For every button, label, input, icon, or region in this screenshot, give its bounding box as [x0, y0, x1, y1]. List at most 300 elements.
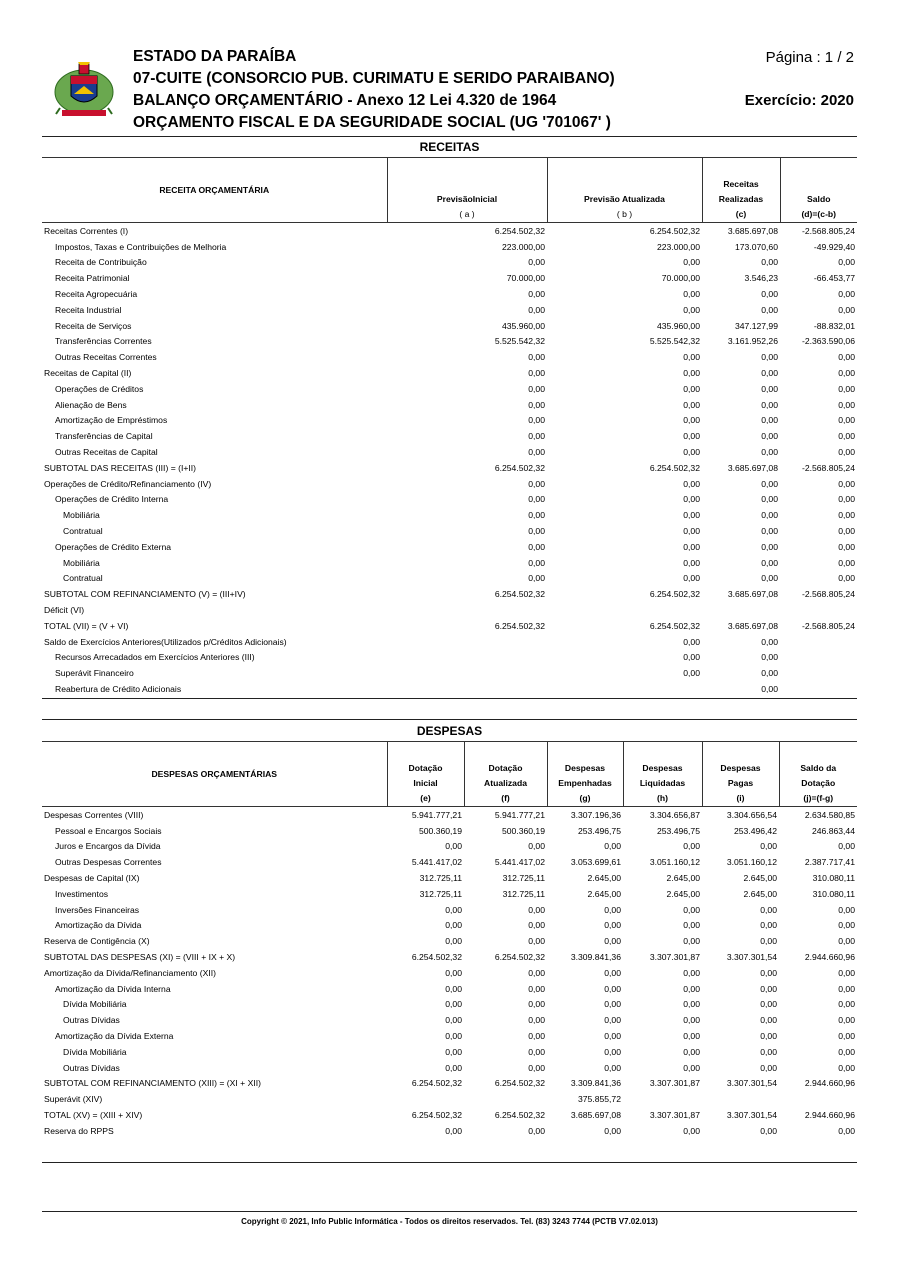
despesa-cell-e: 0,00 — [445, 936, 462, 947]
despesa-cell-i: 0,00 — [760, 967, 777, 978]
report-header — [0, 0, 900, 140]
despesa-cell-i: 2.645,00 — [743, 873, 777, 884]
despesa-cell-g: 0,00 — [604, 841, 621, 852]
receita-row-label: TOTAL (VII) = (V + VI) — [44, 620, 129, 631]
receita-cell-a: 0,00 — [528, 447, 545, 458]
receita-cell-c: 3.685.697,08 — [727, 225, 778, 236]
page-number: Página : 1 / 2 — [765, 49, 854, 66]
receita-row — [42, 255, 857, 271]
receita-cell-d: -88.832,01 — [813, 320, 855, 331]
receita-row-label: Operações de Créditos — [55, 383, 144, 394]
despesa-cell-e: 0,00 — [445, 983, 462, 994]
receita-row — [42, 555, 857, 571]
despesa-cell-f: 0,00 — [528, 841, 545, 852]
receita-cell-a: 6.254.502,32 — [494, 589, 545, 600]
receitas-col-d: Saldo (d)=(c-b) — [780, 158, 857, 223]
receita-row-label: Saldo de Exercícios Anteriores(Utilizados p/Créditos Adicionais) — [44, 636, 287, 647]
despesa-cell-f: 0,00 — [528, 967, 545, 978]
despesa-row — [42, 949, 857, 965]
despesa-row-label: Outras Despesas Correntes — [55, 857, 162, 868]
despesa-cell-j: 310.080,11 — [812, 873, 855, 884]
despesa-cell-f: 0,00 — [528, 1015, 545, 1026]
receita-cell-a: 0,00 — [528, 431, 545, 442]
receita-cell-d — [780, 665, 857, 681]
receita-cell-d — [780, 602, 857, 618]
despesa-cell-e: 6.254.502,32 — [411, 952, 462, 963]
receita-cell-a: 0,00 — [528, 494, 545, 505]
despesa-cell-h: 0,00 — [683, 967, 700, 978]
despesa-cell-j: 0,00 — [838, 841, 855, 852]
despesa-cell-f: 5.441.417,02 — [494, 857, 545, 868]
receita-cell-d: -2.568.805,24 — [801, 589, 855, 600]
despesa-cell-h: 253.496,75 — [656, 825, 700, 836]
despesa-cell-h: 0,00 — [683, 936, 700, 947]
despesa-cell-e: 0,00 — [445, 920, 462, 931]
header-entity: 07-CUITE (CONSORCIO PUB. CURIMATU E SERIDO PARAIBANO) — [133, 70, 615, 87]
receita-cell-c: 0,00 — [761, 573, 778, 584]
despesa-cell-e: 5.441.417,02 — [411, 857, 462, 868]
receita-cell-b: 0,00 — [683, 510, 700, 521]
despesa-cell-g: 2.645,00 — [587, 873, 621, 884]
state-coat-of-arms-icon — [52, 58, 116, 122]
receita-cell-b: 0,00 — [683, 431, 700, 442]
despesa-cell-h: 0,00 — [683, 1125, 700, 1136]
receita-cell-d: 0,00 — [838, 352, 855, 363]
despesa-cell-e: 500.360,19 — [418, 825, 462, 836]
despesa-row-label: Amortização da Dívida Interna — [55, 983, 171, 994]
despesa-cell-i: 0,00 — [760, 983, 777, 994]
receita-cell-c: 3.546,23 — [744, 273, 778, 284]
despesa-row — [42, 870, 857, 886]
receita-cell-c: 0,00 — [761, 541, 778, 552]
despesa-cell-j — [779, 1091, 857, 1107]
despesa-cell-g: 253.496,75 — [577, 825, 621, 836]
receita-row-label: Outras Receitas Correntes — [55, 352, 157, 363]
despesa-cell-i: 3.307.301,54 — [726, 1110, 777, 1121]
receita-cell-d: -2.363.590,06 — [801, 336, 855, 347]
despesa-row-label: Reserva do RPPS — [44, 1125, 114, 1136]
despesas-col-f: Dotação Atualizada (f) — [464, 742, 547, 807]
receita-cell-d: 0,00 — [838, 447, 855, 458]
despesa-cell-g: 0,00 — [604, 920, 621, 931]
despesa-row-label: Inversões Financeiras — [55, 904, 140, 915]
receita-row — [42, 413, 857, 429]
despesa-cell-g: 0,00 — [604, 967, 621, 978]
header-scope: ORÇAMENTO FISCAL E DA SEGURIDADE SOCIAL (UG '701067' ) — [133, 114, 611, 131]
despesa-cell-e — [387, 1091, 464, 1107]
receita-cell-a: 0,00 — [528, 478, 545, 489]
receita-row — [42, 586, 857, 602]
despesa-cell-g: 3.685.697,08 — [570, 1110, 621, 1121]
despesa-cell-i: 0,00 — [760, 920, 777, 931]
despesa-cell-j: 0,00 — [838, 1125, 855, 1136]
receita-row — [42, 302, 857, 318]
despesa-cell-f: 6.254.502,32 — [494, 952, 545, 963]
receita-cell-d: 0,00 — [838, 526, 855, 537]
receita-row-label: Operações de Crédito Interna — [55, 494, 169, 505]
despesa-cell-e: 0,00 — [445, 1046, 462, 1057]
receita-cell-c: 0,00 — [761, 636, 778, 647]
despesa-row-label: Amortização da Dívida — [55, 920, 142, 931]
despesa-row — [42, 1091, 857, 1107]
despesa-row-label: Investimentos — [55, 888, 109, 899]
despesas-table — [42, 741, 857, 1139]
receita-cell-d: 0,00 — [838, 399, 855, 410]
receita-row — [42, 428, 857, 444]
receita-cell-b: 0,00 — [683, 668, 700, 679]
receita-row — [42, 334, 857, 350]
receita-cell-a: 0,00 — [528, 289, 545, 300]
despesa-row-label: SUBTOTAL COM REFINANCIAMENTO (XIII) = (XI + XII) — [44, 1078, 261, 1089]
receita-row — [42, 618, 857, 634]
receita-cell-c: 0,00 — [761, 399, 778, 410]
despesa-cell-g: 0,00 — [604, 1046, 621, 1057]
receita-cell-b: 0,00 — [683, 352, 700, 363]
despesa-cell-f: 0,00 — [528, 936, 545, 947]
receita-row — [42, 650, 857, 666]
despesa-cell-e: 0,00 — [445, 1031, 462, 1042]
receita-cell-b: 435.960,00 — [656, 320, 700, 331]
receita-cell-b: 0,00 — [683, 636, 700, 647]
despesa-cell-e: 0,00 — [445, 1015, 462, 1026]
despesa-cell-i: 0,00 — [760, 999, 777, 1010]
receita-row-label: Receitas Correntes (I) — [44, 225, 129, 236]
despesa-cell-g: 0,00 — [604, 1125, 621, 1136]
receita-row — [42, 318, 857, 334]
despesa-row-label: Dívida Mobiliária — [63, 999, 127, 1010]
receita-row — [42, 523, 857, 539]
receita-row-label: Recursos Arrecadados em Exercícios Anteriores (III) — [55, 652, 255, 663]
receita-cell-d: 0,00 — [838, 478, 855, 489]
despesa-row-label: Amortização da Dívida Externa — [55, 1031, 174, 1042]
receitas-col-a: PrevisãoInicial ( a ) — [387, 158, 547, 223]
receita-cell-b: 0,00 — [683, 541, 700, 552]
receita-cell-a — [387, 681, 547, 697]
receitas-bottom-rule — [42, 698, 857, 699]
despesa-cell-j: 2.387.717,41 — [804, 857, 855, 868]
receita-cell-b: 0,00 — [683, 526, 700, 537]
despesa-cell-j: 0,00 — [838, 1062, 855, 1073]
despesa-cell-i: 3.304.656,54 — [726, 809, 777, 820]
despesa-cell-f — [464, 1091, 547, 1107]
receita-row-label: Mobiliária — [63, 557, 100, 568]
despesa-row — [42, 965, 857, 981]
receita-cell-d: -2.568.805,24 — [801, 225, 855, 236]
despesa-row-label: Superávit (XIV) — [44, 1094, 103, 1105]
receita-cell-c: 0,00 — [761, 652, 778, 663]
receita-row-label: Operações de Crédito Externa — [55, 541, 172, 552]
despesa-cell-i: 0,00 — [760, 936, 777, 947]
despesas-rows — [42, 807, 857, 1139]
despesas-col-label: DESPESAS ORÇAMENTÁRIAS — [42, 742, 387, 807]
despesas-bottom-rule — [42, 1162, 857, 1163]
receita-cell-b: 0,00 — [683, 573, 700, 584]
copyright-footer: Copyright © 2021, Info Public Informática - Todos os direitos reservados. Tel. (83) 3243 7744 (PCTB V7.02.013) — [241, 1217, 658, 1226]
receita-cell-c: 0,00 — [761, 304, 778, 315]
receita-cell-a: 435.960,00 — [501, 320, 545, 331]
despesa-cell-h: 0,00 — [683, 1031, 700, 1042]
header-divider — [42, 136, 857, 137]
despesa-cell-g: 0,00 — [604, 936, 621, 947]
despesa-cell-i: 0,00 — [760, 1031, 777, 1042]
despesa-cell-e: 6.254.502,32 — [411, 1078, 462, 1089]
despesa-cell-h: 3.304.656,87 — [649, 809, 700, 820]
despesa-cell-f: 6.254.502,32 — [494, 1078, 545, 1089]
receita-cell-b: 0,00 — [683, 557, 700, 568]
despesa-cell-e: 5.941.777,21 — [411, 809, 462, 820]
receita-cell-b: 6.254.502,32 — [649, 462, 700, 473]
receita-row — [42, 571, 857, 587]
receita-cell-a — [387, 602, 547, 618]
despesa-cell-f: 6.254.502,32 — [494, 1110, 545, 1121]
despesa-cell-g: 0,00 — [604, 904, 621, 915]
receita-cell-a — [387, 665, 547, 681]
receita-cell-a: 6.254.502,32 — [494, 620, 545, 631]
receita-cell-a: 0,00 — [528, 510, 545, 521]
despesas-col-h: Despesas Liquidadas (h) — [623, 742, 702, 807]
despesa-cell-g: 0,00 — [604, 983, 621, 994]
despesa-cell-e: 0,00 — [445, 841, 462, 852]
receita-row — [42, 507, 857, 523]
receita-cell-b: 0,00 — [683, 304, 700, 315]
receita-cell-d: 0,00 — [838, 289, 855, 300]
despesa-cell-j: 2.944.660,96 — [804, 1110, 855, 1121]
receitas-col-label: RECEITA ORÇAMENTÁRIA — [42, 158, 387, 223]
despesa-row-label: Outras Dívidas — [63, 1062, 120, 1073]
receita-cell-b: 0,00 — [683, 415, 700, 426]
despesa-cell-i: 0,00 — [760, 1015, 777, 1026]
despesa-cell-i: 0,00 — [760, 904, 777, 915]
receita-row — [42, 365, 857, 381]
receita-row — [42, 381, 857, 397]
receita-row-label: Superávit Financeiro — [55, 668, 134, 679]
receita-cell-c: 0,00 — [761, 557, 778, 568]
despesa-cell-j: 2.944.660,96 — [804, 952, 855, 963]
fiscal-year: Exercício: 2020 — [744, 92, 854, 109]
receita-cell-b: 70.000,00 — [661, 273, 700, 284]
despesa-cell-e: 312.725,11 — [419, 873, 462, 884]
despesa-row-label: TOTAL (XV) = (XIII + XIV) — [44, 1110, 143, 1121]
despesa-cell-e: 0,00 — [445, 1125, 462, 1136]
receita-cell-b: 5.525.542,32 — [649, 336, 700, 347]
receita-cell-c: 0,00 — [761, 510, 778, 521]
despesa-row — [42, 981, 857, 997]
receita-cell-b: 0,00 — [683, 494, 700, 505]
despesa-cell-e: 0,00 — [445, 904, 462, 915]
receita-cell-b: 0,00 — [683, 447, 700, 458]
receita-cell-d: 0,00 — [838, 383, 855, 394]
receita-cell-c: 0,00 — [761, 383, 778, 394]
despesa-cell-f: 0,00 — [528, 983, 545, 994]
despesa-cell-g: 0,00 — [604, 1031, 621, 1042]
receita-row-label: Contratual — [63, 526, 103, 537]
receita-cell-b: 0,00 — [683, 478, 700, 489]
receita-row — [42, 270, 857, 286]
despesa-cell-j: 2.944.660,96 — [804, 1078, 855, 1089]
receita-row-label: Reabertura de Crédito Adicionais — [55, 684, 182, 694]
despesa-cell-i: 253.496,42 — [733, 825, 777, 836]
despesa-cell-f: 0,00 — [528, 920, 545, 931]
despesa-cell-h: 3.307.301,87 — [649, 952, 700, 963]
despesa-cell-g: 0,00 — [604, 1062, 621, 1073]
receitas-col-b: Previsão Atualizada ( b ) — [547, 158, 702, 223]
despesa-cell-h: 3.051.160,12 — [649, 857, 700, 868]
receita-cell-c: 0,00 — [761, 494, 778, 505]
receita-row — [42, 239, 857, 255]
despesa-cell-h — [623, 1091, 702, 1107]
despesa-row-label: Juros e Encargos da Dívida — [55, 841, 161, 852]
despesa-cell-j: 310.080,11 — [812, 888, 855, 899]
receita-row-label: Transferências Correntes — [55, 336, 152, 347]
despesa-cell-j: 0,00 — [838, 999, 855, 1010]
receita-row-label: Operações de Crédito/Refinanciamento (IV) — [44, 478, 212, 489]
receita-row — [42, 444, 857, 460]
receita-row-label: Receita de Serviços — [55, 320, 132, 331]
receita-cell-d — [780, 650, 857, 666]
receitas-col-c: Receitas Realizadas (c) — [702, 158, 780, 223]
receita-cell-d: -2.568.805,24 — [801, 620, 855, 631]
despesa-cell-h: 0,00 — [683, 1015, 700, 1026]
receita-cell-d: 0,00 — [838, 368, 855, 379]
receita-cell-d: -66.453,77 — [813, 273, 855, 284]
despesas-col-g: Despesas Empenhadas (g) — [547, 742, 623, 807]
receita-cell-b: 0,00 — [683, 399, 700, 410]
receita-cell-b: 0,00 — [683, 383, 700, 394]
receita-cell-a: 0,00 — [528, 557, 545, 568]
despesa-cell-f: 312.725,11 — [502, 888, 545, 899]
receita-row-label: Alienação de Bens — [55, 399, 127, 410]
receita-row — [42, 492, 857, 508]
despesa-cell-g: 3.307.196,36 — [570, 809, 621, 820]
receita-cell-d: -2.568.805,24 — [801, 462, 855, 473]
despesa-cell-i: 0,00 — [760, 1062, 777, 1073]
despesa-cell-i: 0,00 — [760, 1125, 777, 1136]
receita-cell-c: 0,00 — [761, 526, 778, 537]
receita-cell-c: 3.685.697,08 — [727, 589, 778, 600]
receita-cell-c: 0,00 — [761, 352, 778, 363]
receita-row — [42, 460, 857, 476]
receita-cell-d — [780, 681, 857, 697]
despesa-row-label: Pessoal e Encargos Sociais — [55, 825, 162, 836]
despesa-cell-f: 0,00 — [528, 1062, 545, 1073]
despesa-row — [42, 1060, 857, 1076]
receita-cell-a: 0,00 — [528, 304, 545, 315]
despesa-row — [42, 918, 857, 934]
footer-rule — [42, 1211, 857, 1212]
receita-cell-c: 3.161.952,26 — [727, 336, 778, 347]
receita-row-label: Outras Receitas de Capital — [55, 447, 158, 458]
receita-row-label: Receita de Contribuição — [55, 257, 147, 268]
despesa-cell-h: 0,00 — [683, 1046, 700, 1057]
receita-cell-c: 0,00 — [761, 368, 778, 379]
despesa-cell-g: 3.309.841,36 — [570, 1078, 621, 1089]
despesa-row — [42, 1076, 857, 1092]
despesa-cell-j: 2.634.580,85 — [804, 809, 855, 820]
despesa-cell-j: 0,00 — [838, 920, 855, 931]
despesa-cell-g: 0,00 — [604, 1015, 621, 1026]
despesa-cell-i: 3.307.301,54 — [726, 1078, 777, 1089]
receita-cell-a: 6.254.502,32 — [494, 462, 545, 473]
receita-cell-b: 223.000,00 — [656, 241, 700, 252]
receita-cell-d: 0,00 — [838, 304, 855, 315]
despesa-row — [42, 1028, 857, 1044]
receita-cell-c: 347.127,99 — [734, 320, 778, 331]
despesa-cell-f: 312.725,11 — [502, 873, 545, 884]
receita-row-label: SUBTOTAL DAS RECEITAS (III) = (I+II) — [44, 462, 197, 473]
header-state: ESTADO DA PARAÍBA — [133, 48, 297, 65]
despesas-col-i: Despesas Pagas (i) — [702, 742, 779, 807]
despesa-cell-e: 6.254.502,32 — [411, 1110, 462, 1121]
despesa-cell-h: 0,00 — [683, 841, 700, 852]
despesa-cell-i — [702, 1091, 779, 1107]
receita-row-label: Receita Patrimonial — [55, 273, 130, 284]
receita-cell-c: 0,00 — [761, 257, 778, 268]
receita-cell-c: 0,00 — [761, 684, 778, 694]
receita-cell-a — [387, 650, 547, 666]
receita-row-label: Receita Industrial — [55, 304, 122, 315]
receita-cell-d: -49.929,40 — [813, 241, 855, 252]
receitas-rows — [42, 223, 857, 697]
despesa-cell-e: 0,00 — [445, 967, 462, 978]
despesa-row — [42, 902, 857, 918]
despesa-cell-f: 5.941.777,21 — [494, 809, 545, 820]
despesa-cell-h: 0,00 — [683, 999, 700, 1010]
despesa-cell-i: 0,00 — [760, 841, 777, 852]
despesa-cell-e: 0,00 — [445, 999, 462, 1010]
receita-row-label: SUBTOTAL COM REFINANCIAMENTO (V) = (III+IV) — [44, 589, 246, 600]
receita-cell-d: 0,00 — [838, 431, 855, 442]
receita-row — [42, 223, 857, 239]
receita-row-label: Mobiliária — [63, 510, 100, 521]
receita-cell-a: 0,00 — [528, 352, 545, 363]
receita-cell-a: 0,00 — [528, 526, 545, 537]
receitas-title: RECEITAS — [419, 140, 480, 154]
receita-cell-c — [702, 602, 780, 618]
despesa-row — [42, 1123, 857, 1139]
receita-row — [42, 349, 857, 365]
receita-row — [42, 602, 857, 618]
receita-cell-c: 0,00 — [761, 447, 778, 458]
receita-cell-d: 0,00 — [838, 415, 855, 426]
despesa-cell-g: 375.855,72 — [577, 1094, 621, 1105]
receita-row-label: Amortização de Empréstimos — [55, 415, 168, 426]
despesa-row — [42, 854, 857, 870]
receita-cell-a: 0,00 — [528, 383, 545, 394]
receita-cell-d: 0,00 — [838, 257, 855, 268]
despesa-cell-h: 2.645,00 — [666, 888, 700, 899]
receita-row — [42, 397, 857, 413]
despesa-cell-h: 0,00 — [683, 920, 700, 931]
receita-cell-b: 6.254.502,32 — [649, 589, 700, 600]
receita-cell-d: 0,00 — [838, 573, 855, 584]
despesa-cell-j: 0,00 — [838, 967, 855, 978]
receita-cell-a: 223.000,00 — [501, 241, 545, 252]
despesa-cell-j: 0,00 — [838, 983, 855, 994]
despesa-row-label: Despesas de Capital (IX) — [44, 873, 140, 884]
despesa-cell-f: 500.360,19 — [501, 825, 545, 836]
receita-cell-c: 3.685.697,08 — [727, 462, 778, 473]
despesa-cell-i: 2.645,00 — [743, 888, 777, 899]
despesa-row — [42, 1044, 857, 1060]
despesa-row — [42, 933, 857, 949]
despesa-row-label: Dívida Mobiliária — [63, 1046, 127, 1057]
despesa-cell-e: 312.725,11 — [419, 888, 462, 899]
receita-cell-b: 6.254.502,32 — [649, 620, 700, 631]
receita-cell-d — [780, 634, 857, 650]
receita-row-label: Transferências de Capital — [55, 431, 153, 442]
receita-cell-c: 3.685.697,08 — [727, 620, 778, 631]
receita-row — [42, 665, 857, 681]
